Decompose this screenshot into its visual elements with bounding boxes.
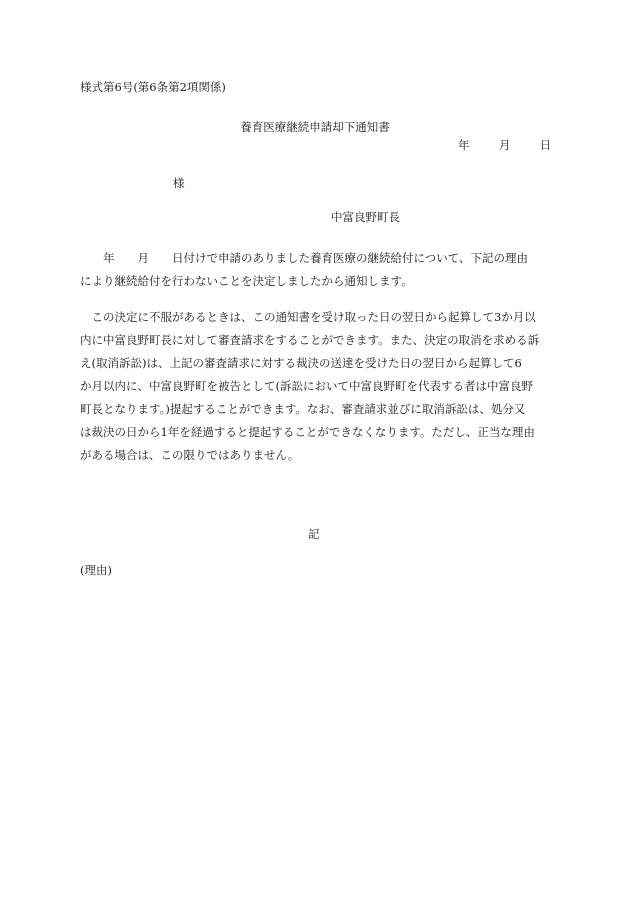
date-month-label: 月 [498, 138, 511, 152]
document-title: 養育医療継続申請却下通知書 [240, 120, 390, 134]
issuer-name: 中富良野町長 [331, 210, 400, 224]
body-line: により継続給付を行わないことを決定しましたから通知します。 [80, 274, 413, 288]
reason-label: (理由) [80, 563, 112, 577]
date-day-label: 日 [539, 138, 552, 152]
form-number: 様式第6号(第6条第2項関係) [80, 80, 226, 94]
body-line: この決定に不服があるときは、この通知書を受け取った日の翌日から起算して3か月以 [80, 310, 536, 324]
body-line: は裁決の日から1年を経過すると提起することができなくなります。ただし、正当な理由 [80, 425, 535, 439]
date-line [458, 137, 551, 153]
body-line: か月以内に、中富良野町を被告として(訴訟において中富良野町を代表する者は中富良野 [80, 379, 533, 393]
body-line: 内に中富良野町長に対して審査請求をすることができます。また、決定の取消を求める訴 [80, 333, 540, 347]
date-year-label: 年 [458, 138, 470, 152]
body-paragraph-2 [80, 306, 550, 467]
addressee-honorific: 様 [173, 176, 185, 190]
body-paragraph-1 [80, 247, 550, 293]
body-line: 町長となります。)提起することができます。なお、審査請求並びに取消訴訟は、処分又 [80, 402, 526, 416]
body-line: 年 月 日付けで申請のありました養育医療の継続給付について、下記の理由 [80, 251, 529, 265]
body-line: がある場合は、この限りではありません。 [80, 448, 300, 462]
body-line: え(取消訴訟)は、上記の審査請求に対する裁決の送達を受けた日の翌日から起算して6 [80, 356, 522, 370]
ki-heading: 記 [308, 527, 320, 541]
